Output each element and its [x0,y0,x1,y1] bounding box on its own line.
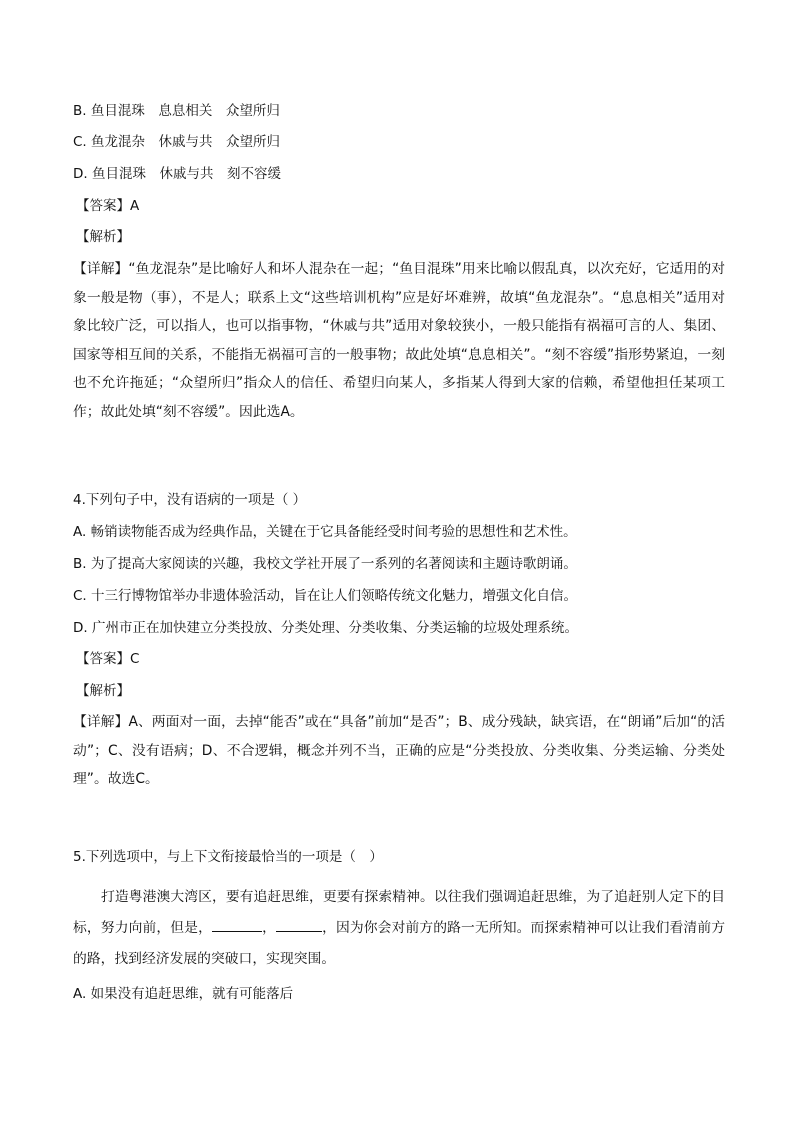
q3-answer: 【答案】A [76,198,140,214]
q4-option-b: B. 为了提高大家阅读的兴趣，我校文学社开展了一系列的名著阅读和主题诗歌朗诵。 [73,556,577,572]
q5-passage [73,882,725,975]
q5-passage-part2: ，因为你会对前方的路一无所知。而探索精神可以让我们看清前方的路，找到经济发展的突破口，实现突围。 [73,920,726,967]
q3-analysis-label: 【解析】 [76,229,130,245]
q4-option-c: C. 十三行博物馆举办非遗体验活动，旨在让人们领略传统文化魅力，增强文化自信。 [73,588,578,604]
q4-detail: 【详解】A、两面对一面，去掉“能否”或在“具备”前加“是否”；B、成分残缺，缺宾语，在“朗诵”后加“的活动”；C、没有语病；D、不合逻辑，概念并列不当，正确的应是“分类投放、分类收集、分类运输、分类处理”。故选C。 [73,714,725,788]
q4-answer: 【答案】C [76,651,140,667]
q5-passage-part1: 打造粤港澳大湾区，要有追赶思维，更要有探索精神。以往我们强调追赶思维，为了追赶别人定下的目标，努力向前，但是， [73,889,725,936]
q4-stem: 4.下列句子中，没有语病的一项是（ ） [73,492,307,508]
q3-option-b: B. 鱼目混珠 息息相关 众望所归 [73,103,280,119]
q5-option-a: A. 如果没有追赶思维，就有可能落后 [73,986,294,1002]
q4-option-d: D. 广州市正在加快建立分类投放、分类处理、分类收集、分类运输的垃圾处理系统。 [73,620,578,636]
q3-option-c: C. 鱼龙混杂 休戚与共 众望所归 [73,134,281,150]
q5-stem: 5.下列选项中，与上下文衔接最恰当的一项是（ ） [73,849,383,865]
q5-blank-1 [212,917,262,932]
q5-comma: ， [261,920,276,936]
q5-blank-2 [276,917,322,932]
q3-option-d: D. 鱼目混珠 休戚与共 刻不容缓 [73,166,281,182]
q4-analysis-label: 【解析】 [76,683,130,699]
q3-detail: 【详解】“鱼龙混杂”是比喻好人和坏人混杂在一起；“鱼目混珠”用来比喻以假乱真，以次充好，它适用的对象一般是物（事），不是人；联系上文“这些培训机构”应是好坏难辨，故填“鱼龙混杂”。“息息相关”适用对象比较广泛，可以指人，也可以指事物，“休戚与共”适用对象较狭小，一般只能指有祸福可言的人、集团、国家等相互间的关系，不能指无祸福可言的一般事物；故此处填“息息相关”。“刻不容缓”指形势紧迫，一刻也不允许拖延；“众望所归”指众人的信任、希望归向某人，多指某人得到大家的信赖，希望他担任某项工作；故此处填“刻不容缓”。因此选A。 [73,261,725,420]
q4-option-a: A. 畅销读物能否成为经典作品，关键在于它具备能经受时间考验的思想性和艺术性。 [73,524,577,540]
